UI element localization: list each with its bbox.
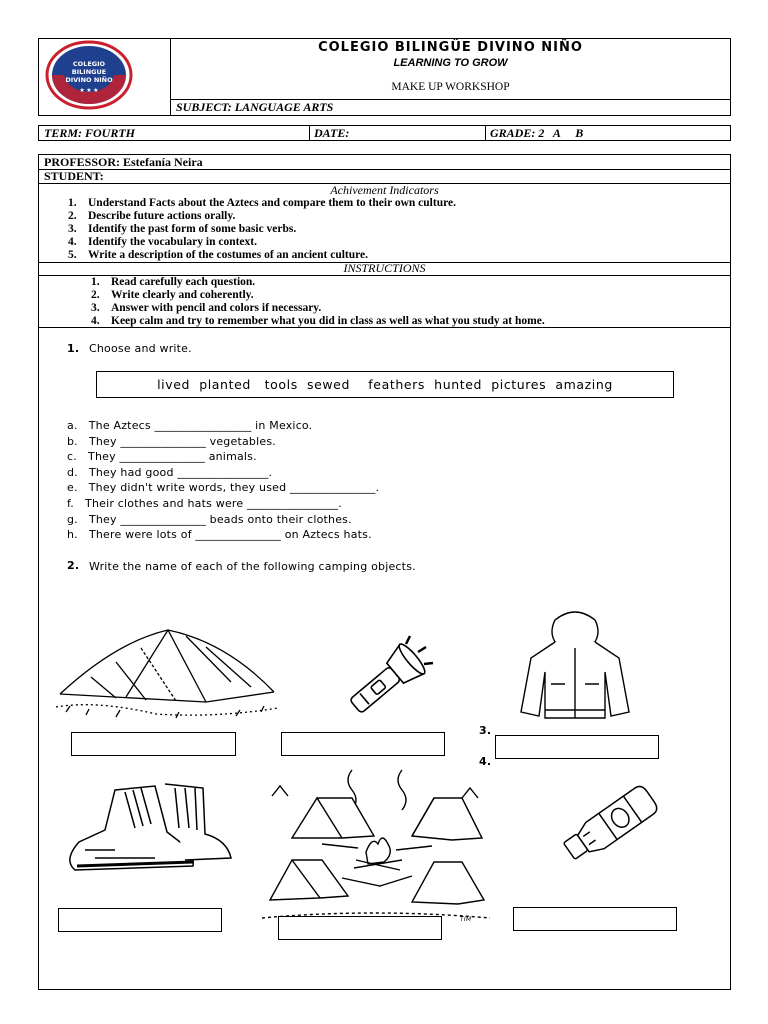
- exercise2-number: 2.: [67, 559, 80, 572]
- artist-signature: TIM: [460, 916, 472, 923]
- jacket-icon: [515, 606, 635, 724]
- school-name: COLEGIO BILINGÜE DIVINO NIÑO: [318, 40, 583, 55]
- student-label: STUDENT:: [44, 169, 104, 183]
- sentence-list: [67, 419, 379, 544]
- answer-box-5[interactable]: [278, 916, 442, 940]
- exercise1-number: 1.: [67, 342, 80, 355]
- sentence-a[interactable]: a. The Aztecs _________________ in Mexico.: [67, 419, 313, 432]
- school-motto: LEARNING TO GROW: [393, 57, 508, 69]
- flashlight-icon: [328, 632, 438, 722]
- svg-text:★ ★ ★: ★ ★ ★: [79, 88, 99, 94]
- exercise1-prompt: Choose and write.: [89, 342, 192, 355]
- subject-label: SUBJECT: LANGUAGE ARTS: [176, 100, 334, 114]
- list-item: 3. Identify the past form of some basic verbs.: [68, 223, 297, 235]
- answer-box-2[interactable]: [281, 732, 445, 756]
- list-item: 1. Read carefully each question.: [91, 276, 256, 288]
- word-bank-words: lived planted tools sewed feathers hunted pictures amazing: [157, 377, 613, 392]
- sentence-f[interactable]: f. Their clothes and hats were ________________.: [67, 496, 342, 510]
- hiking-boots-icon: [55, 780, 235, 880]
- list-item: 4. Identify the vocabulary in context.: [68, 236, 257, 248]
- professor-label: PROFESSOR: Estefanía Neira: [44, 155, 203, 169]
- term-label: TERM: FOURTH: [44, 126, 136, 140]
- logo-line-3: DIVINO NIÑO: [65, 76, 113, 84]
- sentence-d[interactable]: d. They had good ________________.: [67, 465, 273, 479]
- exercise2-prompt: Write the name of each of the following camping objects.: [89, 560, 416, 573]
- answer-box-6[interactable]: [513, 907, 677, 931]
- list-item: 3. Answer with pencil and colors if necessary.: [91, 302, 322, 314]
- document-type: MAKE UP WORKSHOP: [391, 81, 510, 93]
- list-item: 5. Write a description of the costumes of an ancient culture.: [68, 249, 369, 261]
- indicators-title: Achivement Indicators: [330, 183, 439, 197]
- item-marker-3: 3.: [479, 724, 492, 737]
- list-item: 2. Describe future actions orally.: [68, 210, 236, 222]
- list-item: 1. Understand Facts about the Aztecs and compare them to their own culture.: [68, 197, 456, 209]
- info-divider-2: [485, 125, 486, 141]
- sentence-c[interactable]: c. They _______________ animals.: [67, 450, 257, 464]
- info-divider-1: [309, 125, 310, 141]
- indicators-list: [68, 197, 456, 262]
- instructions-list: [91, 276, 545, 328]
- instructions-title: INSTRUCTIONS: [343, 261, 426, 275]
- logo-line-2: BILINGUE: [71, 68, 107, 76]
- answer-box-4[interactable]: [58, 908, 222, 932]
- list-item: 2. Write clearly and coherently.: [91, 289, 254, 301]
- sentence-g[interactable]: g. They _______________ beads onto their clothes.: [67, 512, 352, 526]
- date-label: DATE:: [314, 126, 350, 140]
- tent-icon: [56, 622, 278, 722]
- answer-box-3[interactable]: [495, 735, 659, 759]
- item-marker-4: 4.: [479, 755, 492, 768]
- list-item: 4. Keep calm and try to remember what you did in class as well as what you study at home.: [91, 315, 545, 327]
- answer-box-1[interactable]: [71, 732, 236, 756]
- sentence-e[interactable]: e. They didn't write words, they used _______________.: [67, 481, 380, 495]
- info-row: [38, 125, 731, 141]
- sentence-b[interactable]: b. They _______________ vegetables.: [67, 434, 276, 448]
- water-bottle-icon: [545, 782, 670, 882]
- grade-label: GRADE: 2 A B: [490, 126, 584, 140]
- campsite-icon: [262, 768, 490, 923]
- school-logo: [44, 40, 134, 110]
- logo-line-1: COLEGIO: [72, 60, 106, 68]
- sentence-h[interactable]: h. There were lots of _______________ on Aztecs hats.: [67, 528, 372, 542]
